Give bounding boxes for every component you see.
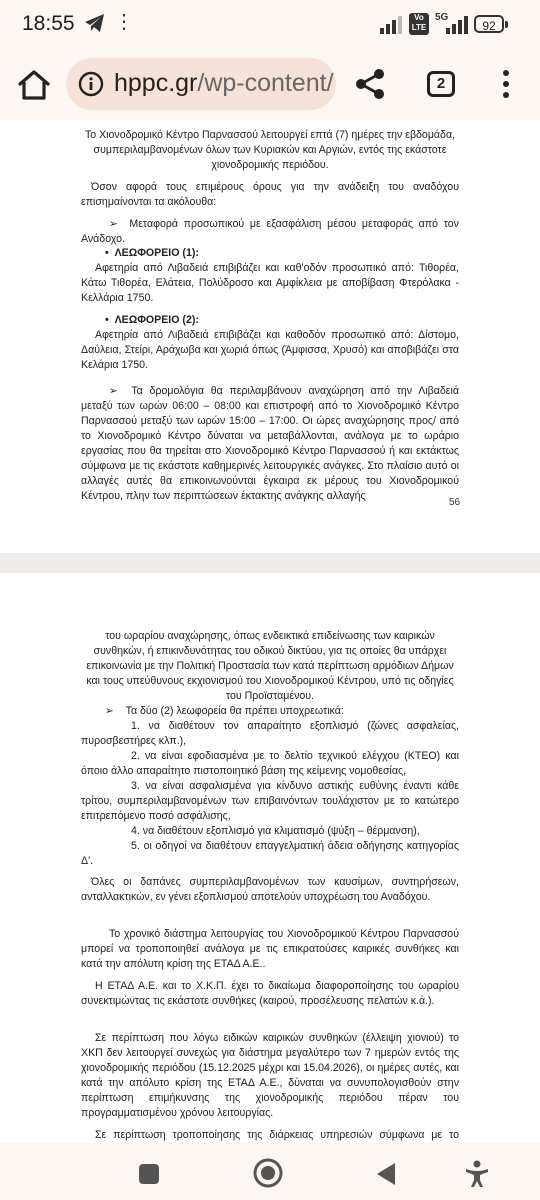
bullet-dot-icon: • bbox=[105, 314, 115, 326]
url-text bbox=[114, 69, 334, 98]
url-domain: hppc.gr bbox=[114, 69, 198, 97]
paragraph-operating-period: Το χρονικό διάστημα λειτουργίας του Χιονοδρομικού Κέντρου Παρνασσού μπορεί να τροποποιηθεί ανάλογα με τις επικρατούσες καιρικές συνθήκες και κατά την απόλυτη κρίση της ΕΤΑΔ Α.Ε.. bbox=[81, 928, 459, 970]
bullet-transport-text: Μεταφορά προσωπικού με εξασφάλιση μέσου μεταφοράς από τον Ανάδοχο. bbox=[81, 218, 459, 245]
list-item-2: 2. να είναι εφοδιασμένα με το δελτίο τεχνικού ελέγχου (ΚΤΕΟ) και όποιο άλλο απαραίτητο πιστοποιητικό βάση της κείμενης νομοθεσίας, bbox=[81, 750, 459, 777]
battery-tip bbox=[505, 21, 508, 28]
page-number: 56 bbox=[449, 497, 461, 508]
recents-icon[interactable] bbox=[138, 1163, 160, 1185]
telegram-icon bbox=[84, 13, 106, 33]
url-path: /wp-content/ bbox=[197, 69, 334, 97]
browser-toolbar bbox=[0, 50, 540, 120]
tabs-icon[interactable]: 2 bbox=[427, 71, 455, 97]
system-nav-bar bbox=[0, 1143, 540, 1200]
clock: 18:55 bbox=[22, 12, 75, 35]
bullet-schedule-text: Τα δρομολόγια θα περιλαμβάνουν αναχώρηση από την Λιβαδειά μεταξύ των ωρών 06:00 – 08:00 και επιστροφή από το Χιονοδρομικό Κέντρο Παρνασσού μεταξύ των ωρών 15:00 – 17:00. Οι ώρες αναχώρησης προς/ από το Χιονοδρομικό Κέντρο δύναται να μεταβάλλονται, ανάλογα με το ωράριο εργασίας που θα τηρείται στο Χιονοδρομικό Κέντρο Παρνασσού ή και εκτάκτως σύμφωνα με τις εκάστοτε καθημερινές λειτουργικές ανάγκες. Στο πλαίσιο αυτό οι αλλαγές αυτές θα επικοινωνούνται έγκαιρα εκ μέρους του Χιονοδρομικού Κέντρου, πλην των περιπτώσεων έκτακτης ανάγκης αλλαγής bbox=[81, 385, 460, 502]
pdf-page-56[interactable] bbox=[0, 120, 540, 553]
home-icon[interactable] bbox=[14, 65, 54, 105]
info-icon[interactable] bbox=[78, 71, 104, 97]
bus1-route: Αφετηρία από Λιβαδειά επιβιβάζει και καθ'οδόν προσωπικό από: Τιθορέα, Κάτω Τιθορέα, Ελάτεια, Πολύδροσο και Αμφίκλεια με αποβίβαση Φτερόλακα - Κελλάρια 1750. bbox=[81, 262, 459, 304]
pdf-page-57[interactable] bbox=[0, 573, 540, 1143]
bus2-title: • ΛΕΩΦΟΡΕΙΟ (2): bbox=[105, 314, 199, 326]
paragraph-schedule-continued: του ωραρίου αναχώρησης, όπως ενδεικτικά επιδείνωσης των καιρικών συνθηκών, ή επικινδυνότητας του οδικού δικτύου, για τις οποίες θα υπάρχει επικοινωνία με την Πολιτική Προστασία των κατά περίπτωση αρμόδιων Δήμων και τους υπεύθυνους εκχιονισμού του Χιονοδρομικού Κέντρου, υπό τις οδηγίες του Προϊσταμένου. bbox=[86, 630, 454, 702]
signal-icon bbox=[380, 14, 406, 34]
bullet-arrow-icon: ➢ bbox=[109, 385, 132, 397]
paragraph-duration-change: Σε περίπτωση τροποποίησης της διάρκειας υπηρεσιών σύμφωνα με το bbox=[95, 1129, 459, 1141]
bus2-title-text: ΛΕΩΦΟΡΕΙΟ (2) bbox=[114, 314, 196, 326]
status-bar bbox=[0, 0, 540, 50]
bullet-transport bbox=[81, 217, 459, 247]
paragraph-snow-shortage: Σε περίπτωση που λόγω ειδικών καιρικών συνθηκών (έλλειψη χιονιού) το ΧΚΠ δεν λειτουργεί συνεχώς για διάστημα μεγαλύτερο των 7 ημερών εντός της χιονοδρομικής περιόδου (15.12.2025 μέχρι και 15.04.2026), οι ημέρες αυτές, και κατά την απόλυτο κρίση της ΕΤΑΔ Α.Ε., δύναται να συνυπολογισθούν στην περίπτωση επιμήκυνσης της χιονοδρομικής περιόδου πέραν του προγραμματισμένου χρόνου λειτουργίας. bbox=[81, 1032, 459, 1119]
list-item-5: 5. οι οδηγοί να διαθέτουν επαγγελματική άδεια οδήγησης κατηγορίας Δ'. bbox=[81, 840, 459, 867]
menu-icon[interactable] bbox=[494, 68, 518, 100]
list-item-3: 3. να είναι ασφαλισμένα για κίνδυνο αστικής ευθύνης έναντι κάθε τρίτου, συμπεριλαμβανομένων των επιβαινόντων τουλάχιστον με το κατώτερο επιτρεπόμενο ποσό ασφάλισης, bbox=[81, 780, 459, 822]
bullet-dot-icon: • bbox=[105, 247, 115, 259]
back-icon[interactable] bbox=[375, 1162, 397, 1186]
bus2-route: Αφετηρία από Λιβαδειά επιβιβάζει και καθοδόν προσωπικό από: Δίστομο, Δαύλεια, Στείρι, Αράχωβα και χωριά όπως (Άμφισσα, Χρυσό) και αποβιβάζει στα Κελάρια 1750. bbox=[81, 329, 459, 371]
more-icon: ⋮ bbox=[114, 11, 134, 33]
accessibility-icon[interactable] bbox=[464, 1160, 490, 1188]
volte-icon: Vo LTE bbox=[409, 13, 429, 35]
bullet-arrow-icon: ➢ bbox=[109, 218, 130, 230]
bus1-title: • ΛΕΩΦΟΡΕΙΟ (1): bbox=[105, 247, 199, 259]
bullet-buses-text: Τα δύο (2) λεωφορεία θα πρέπει υποχρεωτικά: bbox=[125, 705, 344, 717]
paragraph-operation-days: Το Χιονοδρομικό Κέντρο Παρνασσού λειτουργεί επτά (7) ημέρες την εβδομάδα, συμπεριλαμβανομένων όλων των Κυριακών και Αργιών, εντός της εκάστοτε χιονοδρομικής περιόδου. bbox=[84, 129, 456, 171]
share-icon[interactable] bbox=[352, 66, 388, 102]
paragraph-terms: Όσον αφορά τους επιμέρους όρους για την ανάδειξη του αναδόχου επισημαίνονται τα ακόλουθα: bbox=[81, 181, 459, 208]
page-separator bbox=[0, 553, 540, 573]
paragraph-schedule-rights: Η ΕΤΑΔ Α.Ε. και το Χ.Κ.Π. έχει το δικαίωμα διαφοροποίησης του ωραρίου συνεκτιμώντας τις εκάστοτε συνθήκες (καιρού, προσέλευσης πελατών κ.ά.). bbox=[81, 980, 459, 1007]
home-circle-icon[interactable] bbox=[253, 1158, 283, 1188]
list-item-1: 1. να διαθέτουν τον απαραίτητο εξοπλισμό (ζώνες ασφαλείας, πυροσβεστήρες κλπ.), bbox=[81, 720, 459, 747]
signal-5g-icon bbox=[446, 14, 470, 34]
bullet-arrow-icon: ➢ bbox=[105, 705, 126, 717]
list-item-4: 4. να διαθέτουν εξοπλισμό για κλιματισμό (ψύξη – θέρμανση), bbox=[131, 825, 420, 837]
bus1-title-text: ΛΕΩΦΟΡΕΙΟ (1) bbox=[114, 247, 196, 259]
bullet-buses bbox=[105, 704, 459, 719]
paragraph-costs: Όλες οι δαπάνες συμπεριλαμβανομένων των καυσίμων, συντηρήσεων, ανταλλακτικών, εν γένει εξοπλισμού αποτελούν υποχρέωση του Αναδόχου. bbox=[81, 876, 459, 903]
network-label: 5G bbox=[435, 12, 449, 23]
bullet-schedule bbox=[81, 384, 459, 504]
address-bar[interactable] bbox=[66, 58, 336, 110]
battery-icon: 92 bbox=[474, 15, 504, 33]
